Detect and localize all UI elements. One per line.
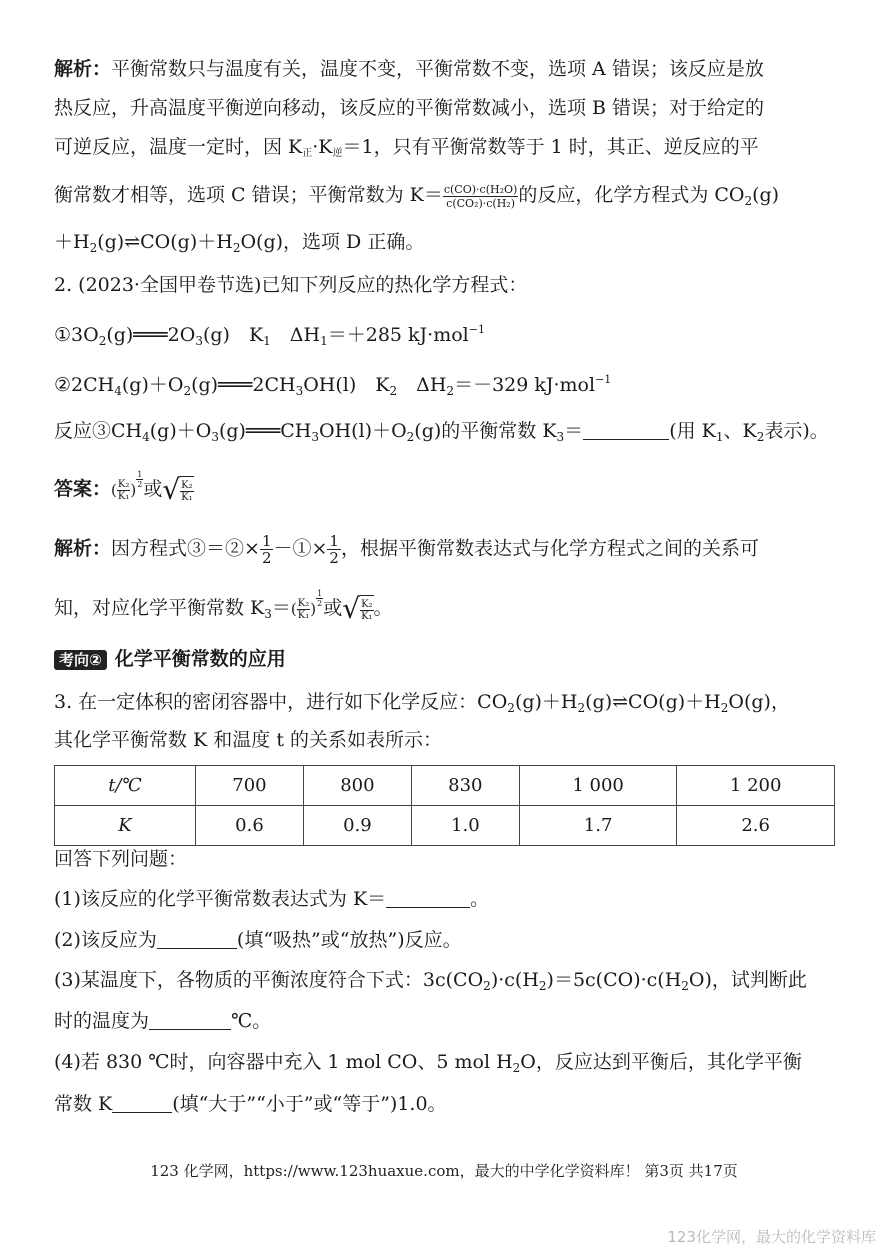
analysis-label: 解析： (54, 58, 112, 80)
table-cell: 0.9 (303, 806, 411, 846)
table-row-temperature (55, 766, 835, 806)
question-3-prompt: 回答下列问题： (54, 848, 188, 870)
table-cell: 700 (196, 766, 304, 806)
question-3-part-4-line-1: (4)若 830 ℃时，向容器中充入 1 mol CO、5 mol $H_2O$，反应达到平衡后，其化学平衡 (54, 1051, 802, 1075)
section-title: 化学平衡常数的应用 (114, 648, 286, 670)
table-cell: 1 200 (677, 766, 835, 806)
question-3-part-4-line-2: 常数 K (填“大于”“小于”或“等于”)1.0。 (54, 1093, 447, 1115)
analysis-1-line-1: 解析：平衡常数只与温度有关，温度不变，平衡常数不变，选项 A 错误；该反应是放 (54, 58, 764, 80)
answer-blank[interactable] (149, 1011, 231, 1030)
section-badge: 考向② (54, 650, 107, 670)
table-cell: 1.7 (519, 806, 677, 846)
analysis-2-line-2: 知，对应化学平衡常数 $K_3=$( $\frac{\text{K₂}}{\text{K₁}}$ ) $\frac{1}{2}$ 或√ $\frac{\text{K₂}}{\text{K₁}}$ 。 (54, 589, 393, 626)
table-header-cell: t/℃ (55, 766, 196, 806)
equilibrium-constant-fraction: $\frac{\text{c(CO)·c(H₂O)}}{\text{c(CO₂)·c(H₂)}}$ (443, 182, 518, 210)
analysis-1-line-3: 可逆反应，温度一定时，因 K正·K逆＝1，只有平衡常数等于 1 时，其正、逆反应的平 (54, 136, 759, 159)
answer-blank[interactable] (583, 421, 669, 440)
question-3-part-3-line-2: 时的温度为 ℃。 (54, 1010, 272, 1032)
answer-label: 答案： (54, 478, 112, 500)
equation-3: 反应$③CH_4(g)+O_3(g)═══CH_3OH(l)+O_2(g)$的平衡常数 $K_3=$ (用 $K_1$、$K_2$表示)。 (54, 420, 829, 444)
answer-blank[interactable] (386, 889, 470, 908)
question-3-stem-line-1: 3. 在一定体积的密闭容器中，进行如下化学反应：$CO_2(g)+H_2(g)\rightleftharpoons CO(g)+H_2O(g)$， (54, 691, 790, 715)
answer-blank[interactable] (157, 930, 237, 949)
table-cell: 800 (303, 766, 411, 806)
section-header (54, 645, 836, 673)
question-3-stem-line-2: 其化学平衡常数 K 和温度 t 的关系如表所示： (54, 729, 442, 751)
table-cell: 830 (411, 766, 519, 806)
answer-2: 答案：( $\frac{\text{K₂}}{\text{K₁}}$ ) $\frac{1}{2}$ 或√ $\frac{\text{K₂}}{\text{K₁}}$ (54, 470, 193, 507)
square-root: √ $\frac{\text{K₂}}{\text{K₁}}$ (162, 473, 193, 507)
table-cell: 1 000 (519, 766, 677, 806)
equation-1: $①3O_2(g)═══2O_3(g)$ $K_1$ $\Delta H_1=+285$ kJ·mol$^{-1}$ (54, 323, 485, 348)
question-2-stem: 2. (2023·全国甲卷节选)已知下列反应的热化学方程式： (54, 274, 528, 296)
table-cell: 1.0 (411, 806, 519, 846)
table-cell: 2.6 (677, 806, 835, 846)
analysis-1-line-2: 热反应，升高温度平衡逆向移动，该反应的平衡常数减小，选项 B 错误；对于给定的 (54, 97, 765, 119)
k-temperature-table (54, 765, 835, 846)
analysis-1-line-5: $+H_2(g)\rightleftharpoons CO(g)+H_2O(g)$，选项 D 正确。 (54, 231, 425, 255)
equation-2: $②2CH_4(g)+O_2(g)═══2CH_3OH(l)$ $K_2$ $\Delta H_2=-329$ kJ·mol$^{-1}$ (54, 373, 612, 398)
answer-blank[interactable] (112, 1094, 172, 1113)
question-3-part-2: (2)该反应为 (填“吸热”或“放热”)反应。 (54, 929, 462, 951)
question-3-part-1: (1)该反应的化学平衡常数表达式为 K＝ 。 (54, 888, 490, 910)
watermark: 123化学网，最大的化学资料库 (667, 1228, 876, 1246)
table-header-cell: K (55, 806, 196, 846)
page-footer: 123 化学网，https://www.123huaxue.com，最大的中学化学资料库！ 第3页 共17页 (150, 1162, 738, 1180)
analysis-1-line-4: 衡常数才相等，选项 C 错误；平衡常数为 K＝ $\frac{\text{c(CO)·c(H₂O)}}{\text{c(CO₂)·c(H₂)}}$ 的反应，化学方程式为 $CO_2(g)$ (54, 182, 780, 210)
table-row-k (55, 806, 835, 846)
question-3-part-3-line-1: (3)某温度下，各物质的平衡浓度符合下式：$3c(CO_2)\cdot c(H_2)=5c(CO)\cdot c(H_2O)$，试判断此 (54, 969, 807, 993)
analysis-2-line-1: 解析：因方程式③＝②× $\frac{1}{2}$ －①× $\frac{1}{2}$ ，根据平衡常数表达式与化学方程式之间的关系可 (54, 532, 759, 567)
table-cell: 0.6 (196, 806, 304, 846)
